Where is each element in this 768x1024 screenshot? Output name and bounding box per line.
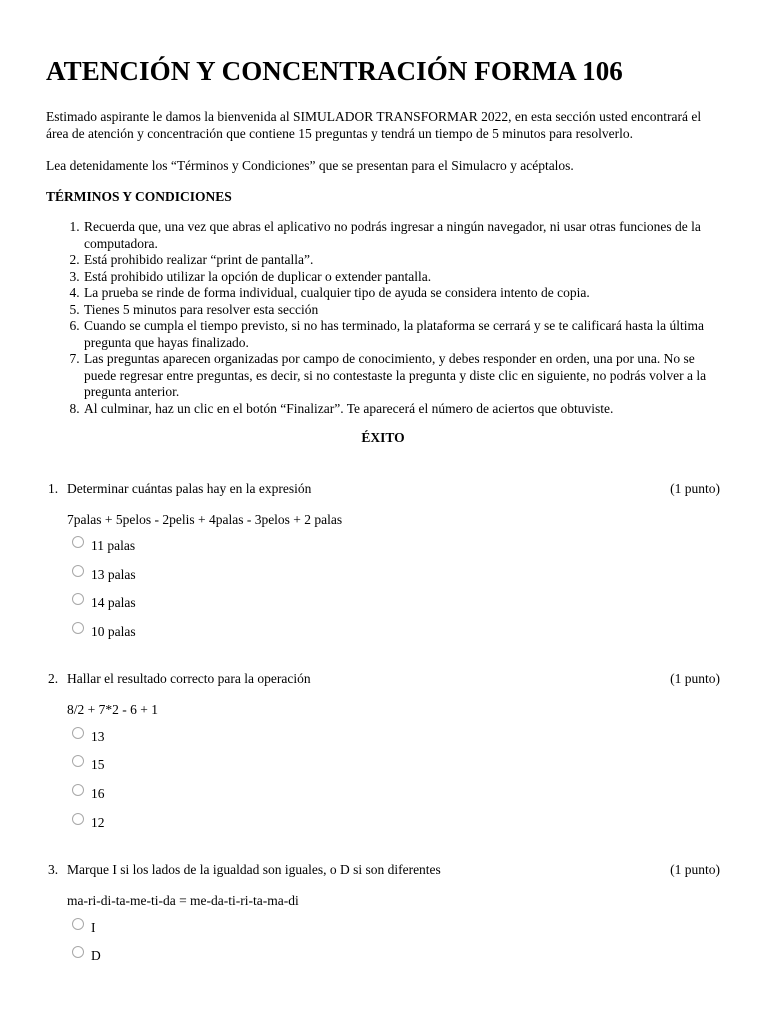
question-1 [46, 481, 720, 651]
radio-button[interactable] [72, 755, 84, 767]
term-item: 4. La prueba se rinde de forma individual, cualquier tipo de ayuda se considera intento de copia. [83, 285, 720, 302]
question-3 [46, 862, 720, 975]
answer-option[interactable] [72, 918, 720, 947]
answer-option[interactable] [72, 593, 720, 622]
question-text: Marque I si los lados de la igualdad son iguales, o D si son diferentes [67, 862, 441, 878]
term-item: 2. Está prohibido realizar “print de pantalla”. [83, 252, 720, 269]
question-text: Hallar el resultado correcto para la operación [67, 671, 311, 687]
question-expression: 7palas + 5pelos - 2pelis + 4palas - 3pelos + 2 palas [67, 511, 343, 527]
options-group [46, 727, 720, 841]
answer-option[interactable] [72, 727, 720, 756]
read-notice: Lea detenidamente los “Términos y Condiciones” que se presentan para el Simulacro y acéptalos. [46, 158, 574, 173]
question-header [46, 481, 720, 498]
radio-button[interactable] [72, 918, 84, 930]
answer-option[interactable] [72, 565, 720, 594]
radio-button[interactable] [72, 784, 84, 796]
question-points: (1 punto) [670, 862, 720, 878]
radio-button[interactable] [72, 727, 84, 739]
radio-button[interactable] [72, 536, 84, 548]
answer-option[interactable] [72, 946, 720, 975]
options-group [46, 918, 720, 975]
question-expression: 8/2 + 7*2 - 6 + 1 [67, 702, 158, 718]
page-title: ATENCIÓN Y CONCENTRACIÓN FORMA 106 [46, 56, 623, 86]
answer-option[interactable] [72, 784, 720, 813]
success-heading: ÉXITO [361, 430, 405, 445]
option-label: 16 [91, 786, 105, 802]
terms-heading: TÉRMINOS Y CONDICIONES [46, 188, 232, 204]
question-points: (1 punto) [670, 480, 720, 496]
radio-button[interactable] [72, 565, 84, 577]
question-number: 3. [48, 862, 59, 878]
term-item: 6. Cuando se cumpla el tiempo previsto, si no has terminado, la plataforma se cerrará y se te calificará hasta la última pregunta que hayas finalizado. [83, 318, 720, 351]
option-label: 13 palas [91, 566, 136, 582]
question-header [46, 671, 720, 688]
question-points: (1 punto) [670, 671, 720, 687]
answer-option[interactable] [72, 536, 720, 565]
intro-paragraph: Estimado aspirante le damos la bienvenida al SIMULADOR TRANSFORMAR 2022, en esta sección usted encontrará el área de atención y concentración que contiene 15 preguntas y tendrá un tiempo de 5 minutos para resolverlo. [46, 109, 702, 141]
term-item: 7. Las preguntas aparecen organizadas por campo de conocimiento, y debes responder en orden, una por una. No se puede regresar entre preguntas, es decir, si no contestaste la pregunta y diste clic en siguiente, no podrás volver a la pregunta anterior. [83, 351, 720, 401]
question-expression: ma-ri-di-ta-me-ti-da = me-da-ti-ri-ta-ma-di [67, 893, 299, 909]
option-label: 10 palas [91, 623, 136, 639]
term-item: 3. Está prohibido utilizar la opción de duplicar o extender pantalla. [83, 269, 720, 286]
option-label: I [91, 919, 96, 935]
radio-button[interactable] [72, 622, 84, 634]
question-text: Determinar cuántas palas hay en la expresión [67, 480, 312, 496]
term-item: 1. Recuerda que, una vez que abras el aplicativo no podrás ingresar a ningún navegador, ni usar otras funciones de la computadora. [83, 219, 720, 252]
question-number: 2. [48, 671, 59, 687]
options-group [46, 536, 720, 650]
option-label: 13 [91, 728, 105, 744]
answer-option[interactable] [72, 813, 720, 842]
terms-list [46, 219, 720, 417]
radio-button[interactable] [72, 813, 84, 825]
question-number: 1. [48, 480, 59, 496]
question-2 [46, 671, 720, 841]
term-item: 5. Tienes 5 minutos para resolver esta sección [83, 302, 720, 319]
radio-button[interactable] [72, 946, 84, 958]
question-header [46, 862, 720, 879]
option-label: D [91, 948, 101, 964]
option-label: 11 palas [91, 538, 136, 553]
answer-option[interactable] [72, 622, 720, 651]
term-item: 8. Al culminar, haz un clic en el botón “Finalizar”. Te aparecerá el número de aciertos que obtuviste. [83, 401, 720, 418]
option-label: 14 palas [91, 595, 136, 611]
radio-button[interactable] [72, 593, 84, 605]
answer-option[interactable] [72, 755, 720, 784]
option-label: 12 [91, 814, 105, 830]
option-label: 15 [91, 757, 105, 773]
